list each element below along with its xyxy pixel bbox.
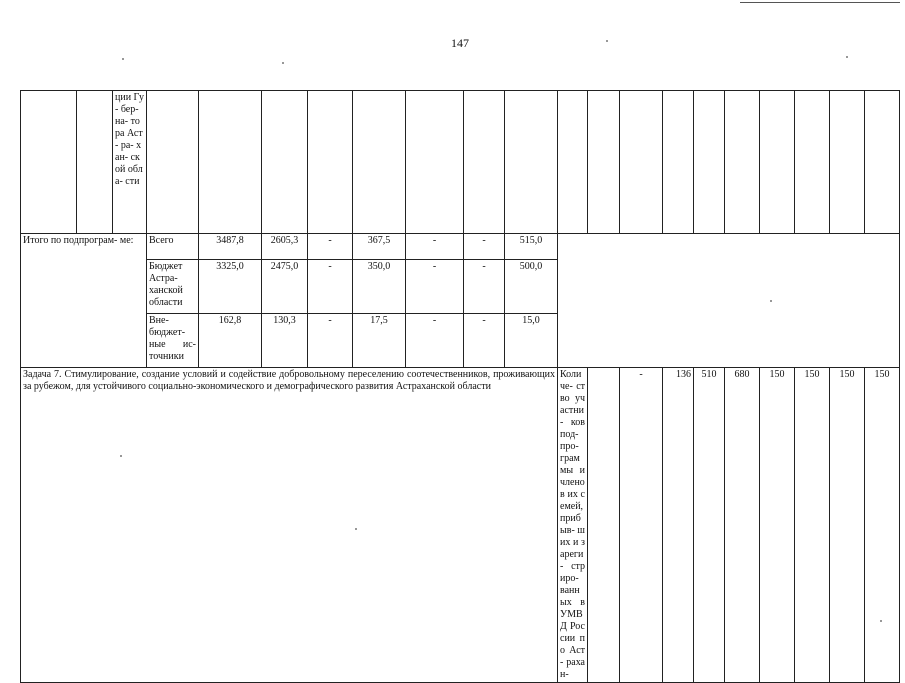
cell bbox=[308, 91, 353, 234]
value-cell: - bbox=[308, 314, 353, 368]
value-cell: 17,5 bbox=[353, 314, 406, 368]
cell bbox=[353, 91, 406, 234]
value-cell: - bbox=[406, 234, 464, 260]
executor-cell: ции Гу- бер- на- тора Аст- ра- хан- ской обла- сти bbox=[113, 91, 147, 234]
value-cell: 150 bbox=[795, 368, 830, 683]
table-row bbox=[21, 234, 900, 260]
program-table bbox=[20, 90, 900, 683]
value-cell: 3325,0 bbox=[199, 260, 262, 314]
scan-speck bbox=[122, 58, 124, 60]
scan-speck bbox=[880, 620, 882, 622]
value-cell: - bbox=[308, 234, 353, 260]
funding-source: Всего bbox=[147, 234, 199, 260]
value-cell: - bbox=[464, 260, 505, 314]
value-cell: 367,5 bbox=[353, 234, 406, 260]
cell bbox=[21, 91, 77, 234]
cell bbox=[505, 91, 558, 234]
page-number: 147 bbox=[451, 36, 469, 50]
cell bbox=[464, 91, 505, 234]
table-row bbox=[21, 91, 900, 234]
scan-speck bbox=[282, 62, 284, 64]
value-cell: 130,3 bbox=[262, 314, 308, 368]
task-7-description: Задача 7. Стимулирование, создание условий и содействие добровольному переселению соотечественников, проживающих за рубежом, для устойчивого социально-экономического и демографического развития Астраханской области bbox=[21, 368, 558, 683]
cell bbox=[558, 91, 588, 234]
table-row bbox=[21, 368, 900, 683]
value-cell: 3487,8 bbox=[199, 234, 262, 260]
value-cell: 515,0 bbox=[505, 234, 558, 260]
value-cell: - bbox=[406, 260, 464, 314]
cell bbox=[694, 91, 725, 234]
value-cell: - bbox=[464, 234, 505, 260]
cell bbox=[663, 91, 694, 234]
value-cell: 350,0 bbox=[353, 260, 406, 314]
scan-speck bbox=[355, 528, 357, 530]
value-cell: 500,0 bbox=[505, 260, 558, 314]
value-cell: 680 bbox=[725, 368, 760, 683]
scan-speck bbox=[770, 300, 772, 302]
scan-speck bbox=[120, 455, 122, 457]
cell bbox=[262, 91, 308, 234]
value-cell: 15,0 bbox=[505, 314, 558, 368]
value-cell: 150 bbox=[830, 368, 865, 683]
value-cell: 2605,3 bbox=[262, 234, 308, 260]
value-cell: - bbox=[308, 260, 353, 314]
scan-speck bbox=[846, 56, 848, 58]
funding-source: Вне- бюджет- ные ис- точники bbox=[147, 314, 199, 368]
value-cell: 150 bbox=[865, 368, 900, 683]
scan-speck bbox=[606, 40, 608, 42]
value-cell: - bbox=[406, 314, 464, 368]
cell bbox=[620, 91, 663, 234]
value-cell bbox=[588, 368, 620, 683]
cell bbox=[830, 91, 865, 234]
cell bbox=[77, 91, 113, 234]
value-cell: - bbox=[620, 368, 663, 683]
value-cell: 162,8 bbox=[199, 314, 262, 368]
value-cell: 136 bbox=[663, 368, 694, 683]
indicator-cell: Количе- ство участни- ков под- про- граммы и членов их семей, прибыв- ших и зареги- стриро- ванных в УМВД России по Аст- рахан- bbox=[558, 368, 588, 683]
header-rule bbox=[740, 2, 900, 3]
empty-merged-cell bbox=[558, 234, 900, 368]
cell bbox=[147, 91, 199, 234]
cell bbox=[725, 91, 760, 234]
cell bbox=[760, 91, 795, 234]
cell bbox=[865, 91, 900, 234]
value-cell: 2475,0 bbox=[262, 260, 308, 314]
cell bbox=[199, 91, 262, 234]
subprogram-total-label: Итого по подпрограм- ме: bbox=[21, 234, 147, 368]
cell bbox=[795, 91, 830, 234]
value-cell: 510 bbox=[694, 368, 725, 683]
value-cell: 150 bbox=[760, 368, 795, 683]
value-cell: - bbox=[464, 314, 505, 368]
cell bbox=[588, 91, 620, 234]
cell bbox=[406, 91, 464, 234]
funding-source: Бюджет Астра- ханской области bbox=[147, 260, 199, 314]
